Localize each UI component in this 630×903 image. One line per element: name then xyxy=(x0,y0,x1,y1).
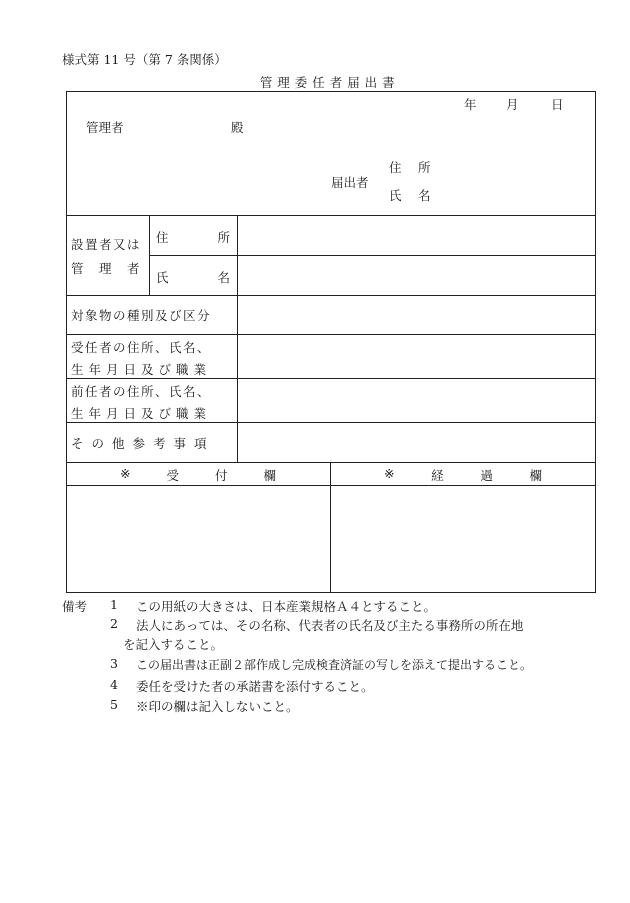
progress-box xyxy=(331,486,595,592)
form-title: 管 理 委 任 者 届 出 書 xyxy=(259,75,396,90)
header-char: 受 xyxy=(166,468,179,483)
prev-delegate-label-line2: 生年月日及び職業 xyxy=(71,406,212,421)
note-text: この用紙の大きさは、日本産業規格Ａ４とすること。 xyxy=(136,599,437,614)
new-delegate-label-line2: 生年月日及び職業 xyxy=(71,362,212,377)
table-top-border xyxy=(66,91,596,92)
new-delegate-label-line1: 受任者の住所、氏名、 xyxy=(71,340,212,355)
header-char: 過 xyxy=(480,468,493,483)
note-text: 法人にあっては、その名称、代表者の氏名及び主たる事務所の所在地 xyxy=(136,618,524,633)
note-number: 5 xyxy=(110,697,118,712)
date-day-label: 日 xyxy=(551,97,564,112)
installer-address-label xyxy=(156,228,230,246)
note-number: 3 xyxy=(110,656,118,671)
header-char: 欄 xyxy=(263,468,276,483)
applicant-name-label: 氏 名 xyxy=(389,188,433,203)
column-divider xyxy=(149,215,150,295)
note-text: ※印の欄は記入しないこと。 xyxy=(136,699,299,714)
row-divider xyxy=(66,462,596,463)
header-char: ※ xyxy=(120,466,131,481)
addressee-honorific: 殿 xyxy=(231,120,244,135)
note-text-continuation: を記入すること。 xyxy=(123,637,224,652)
installer-label-line2: 管 理 者 xyxy=(71,261,142,276)
installer-label-line1: 設置者又は xyxy=(71,237,142,252)
addressee-label: 管理者 xyxy=(86,120,124,135)
new-delegate-field[interactable] xyxy=(238,335,595,378)
table-right-border xyxy=(595,91,596,593)
label-char: 所 xyxy=(217,230,230,245)
prev-delegate-field[interactable] xyxy=(238,379,595,422)
note-text: この届出書は正副２部作成し完成検査済証の写しを添えて提出すること。 xyxy=(136,658,533,672)
label-char: 名 xyxy=(217,270,230,285)
note-number: 4 xyxy=(110,677,118,692)
label-char: 住 xyxy=(156,230,169,245)
progress-header xyxy=(384,466,542,484)
installer-name-label xyxy=(156,268,230,286)
header-char: ※ xyxy=(384,466,395,481)
prev-delegate-label-line1: 前任者の住所、氏名、 xyxy=(71,384,212,399)
date-month-label: 月 xyxy=(506,97,519,112)
note-number: 2 xyxy=(110,616,118,631)
applicant-label: 届出者 xyxy=(331,175,369,190)
header-char: 付 xyxy=(214,468,228,483)
object-type-field[interactable] xyxy=(238,296,595,334)
form-number: 様式第 11 号（第 7 条関係） xyxy=(62,52,227,67)
other-reference-label: その他参考事項 xyxy=(71,436,215,451)
installer-address-field[interactable] xyxy=(238,216,595,255)
date-year-label: 年 xyxy=(464,97,477,112)
note-text: 委任を受けた者の承諾書を添付すること。 xyxy=(136,679,374,694)
reception-header xyxy=(120,466,276,484)
other-reference-field[interactable] xyxy=(238,423,595,462)
header-char: 経 xyxy=(431,468,444,483)
applicant-address-label: 住 所 xyxy=(389,160,433,175)
table-bottom-border xyxy=(66,592,596,593)
notes-header: 備考 xyxy=(62,599,88,614)
reception-box xyxy=(67,486,330,592)
note-number: 1 xyxy=(110,597,118,612)
object-type-label: 対象物の種別及び区分 xyxy=(71,308,212,323)
installer-name-field[interactable] xyxy=(238,256,595,295)
header-char: 欄 xyxy=(529,468,542,483)
label-char: 氏 xyxy=(156,270,169,285)
